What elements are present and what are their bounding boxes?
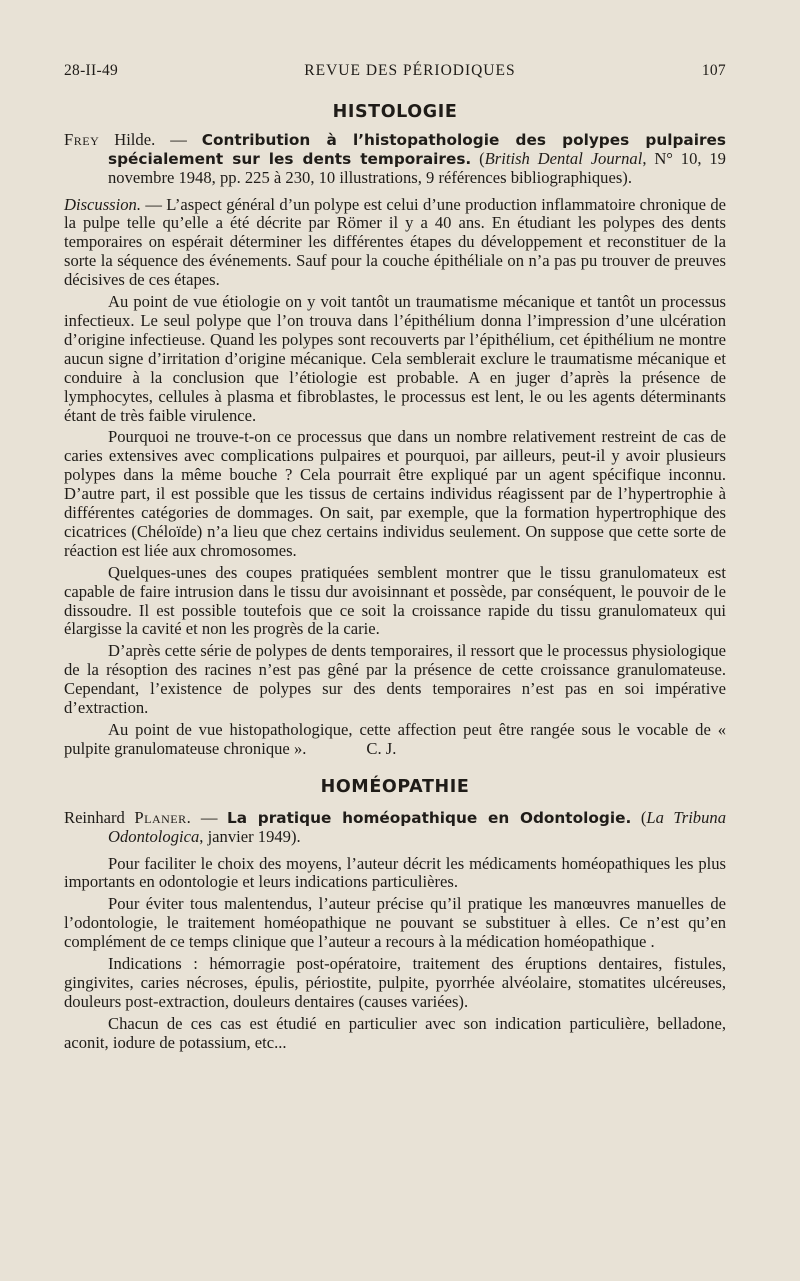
paragraph: Au point de vue étiologie on y voit tantôt un traumatisme mécanique et tantôt un processus infectieux. Le seul polype que l’on trouva dans l’épithélium donna l’impression d’une ulcération d’origine infectieuse. Quand les polypes sont recouverts par l’épithélium, cet épithélium ne montre aucun signe d’irritation d’origine mécanique. Cela semblerait exclure le traumatisme mécanique et conduire à la conclusion que l’étiologie est probable. A en juger d’après la présence de lymphocytes, cellules à plasma et fibroblastes, le processus est lent, le ou les agents déterminants étant de très faible virulence. xyxy=(64,292,726,425)
paragraph: Indications : hémorragie post-opératoire, traitement des éruptions dentaires, fistules, gingivites, caries nécroses, épulis, périostite, pulpite, pyorrhée alvéolaire, stomatites ulcéreuses, douleurs post-extraction, douleurs dentaires (causes variées). xyxy=(64,954,726,1011)
section-heading-histologie: HISTOLOGIE xyxy=(332,101,458,122)
page-number: 107 xyxy=(701,62,726,79)
article-title: Contribution à l’histopathologie des polypes pulpaires spécialement sur les dents temporaires. xyxy=(108,130,726,168)
journal-section-title: REVUE DES PÉRIODIQUES xyxy=(304,62,516,79)
journal-name: La Tribuna Odontologica xyxy=(108,807,726,846)
citation-details: , N° 10, 19 novembre 1948, pp. 225 à 230, 10 illustrations, 9 références bibliographiques). xyxy=(108,148,726,187)
paragraph: Pour éviter tous malentendus, l’auteur précise qu’il pratique les manœuvres manuelles de l’odontologie, le traitement homéopathique ne pouvant se substituer à elles. Ce n’est qu’en complément de ce temps clinique que l’auteur a recours à la médication homéopathique . xyxy=(64,894,726,952)
running-header xyxy=(64,62,726,81)
discussion-label: Discussion. xyxy=(64,194,141,214)
paragraph: Chacun de ces cas est étudié en particulier avec son indication particulière, belladone, aconit, iodure de potassium, etc... xyxy=(64,1013,726,1052)
paragraph: Pourquoi ne trouve-t-on ce processus que dans un nombre relativement restreint de cas de caries extensives avec complications pulpaires et pourquoi, par ailleurs, peut-il y avoir plusieurs polypes dans la même bouche ? Cela pourrait être expliqué par un agent spécifique inconnu. D’autre part, il est possible que les tissus de certains individus réagissent par de l’hypertrophie à différentes catégories de dommages. On sait, par exemple, que la formation hypertrophique des cicatrices (Chéloïde) n’a lieu que chez certains individus seulement. On suppose que cette sorte de réaction est liée aux chromosomes. xyxy=(64,427,726,560)
issue-date: 28-II-49 xyxy=(64,62,119,79)
citation-open-paren: ( xyxy=(631,807,647,827)
paragraph xyxy=(64,196,726,291)
paragraph: Quelques-unes des coupes pratiquées semblent montrer que le tissu granulomateux est capable de faire intrusion dans le tissu dur avoisinnant et possède, par conséquent, le pouvoir de le dissoudre. Il est possible toutefois que ce soit la croissance rapide du tissu granulomateux qui élargisse la cavité et non les progrès de la carie. xyxy=(64,562,726,639)
section-heading-homeopathie: HOMÉOPATHIE xyxy=(320,776,470,797)
paragraph: D’après cette série de polypes de dents temporaires, il ressort que le processus physiologique de la résoption des racines n’est pas gêné par la présence de cette croissance granulomateuse. Cependant, l’existence de polypes sur des dents temporaires n’est pas en soi impérative d’extraction. xyxy=(64,641,726,718)
citation-dash: — xyxy=(155,129,202,149)
citation-homeopathie xyxy=(64,809,726,847)
author-family-name: Planer. xyxy=(134,807,192,827)
author-family-name: Frey xyxy=(64,129,100,149)
citation-dash: — xyxy=(191,807,227,827)
citation-open-paren: ( xyxy=(471,148,485,168)
journal-page xyxy=(64,62,726,1053)
reviewer-signature: C. J. xyxy=(366,738,397,758)
closing-paragraph xyxy=(64,721,726,759)
author-given-name: Reinhard xyxy=(64,807,135,827)
author-given-name: Hilde. xyxy=(99,129,156,149)
citation-histologie xyxy=(64,131,726,188)
paragraph: Pour faciliter le choix des moyens, l’auteur décrit les médicaments homéopathiques les plus importants en odontologie et leurs indications particulières. xyxy=(64,853,726,892)
paragraph-text: Au point de vue histopathologique, cette affection peut être rangée sous le vocable de « pulpite granulomateuse chronique ». xyxy=(64,720,726,758)
citation-details: , janvier 1949). xyxy=(199,826,301,846)
journal-name: British Dental Journal xyxy=(484,148,643,168)
article-title: La pratique homéopathique en Odontologie. xyxy=(226,808,632,827)
paragraph-text: — L’aspect général d’un polype est celui d’une production inflammatoire chronique de la pulpe telle qu’elle a été décrite par Römer il y a 40 ans. En étudiant les polypes des dents temporaires on espérait déterminer les différentes étapes du développement et reconstituer de la sorte la séquence des événements. Sauf pour la couche épithéliale on n’a pas pu trouver de preuves décisives de ces étapes. xyxy=(64,194,726,290)
